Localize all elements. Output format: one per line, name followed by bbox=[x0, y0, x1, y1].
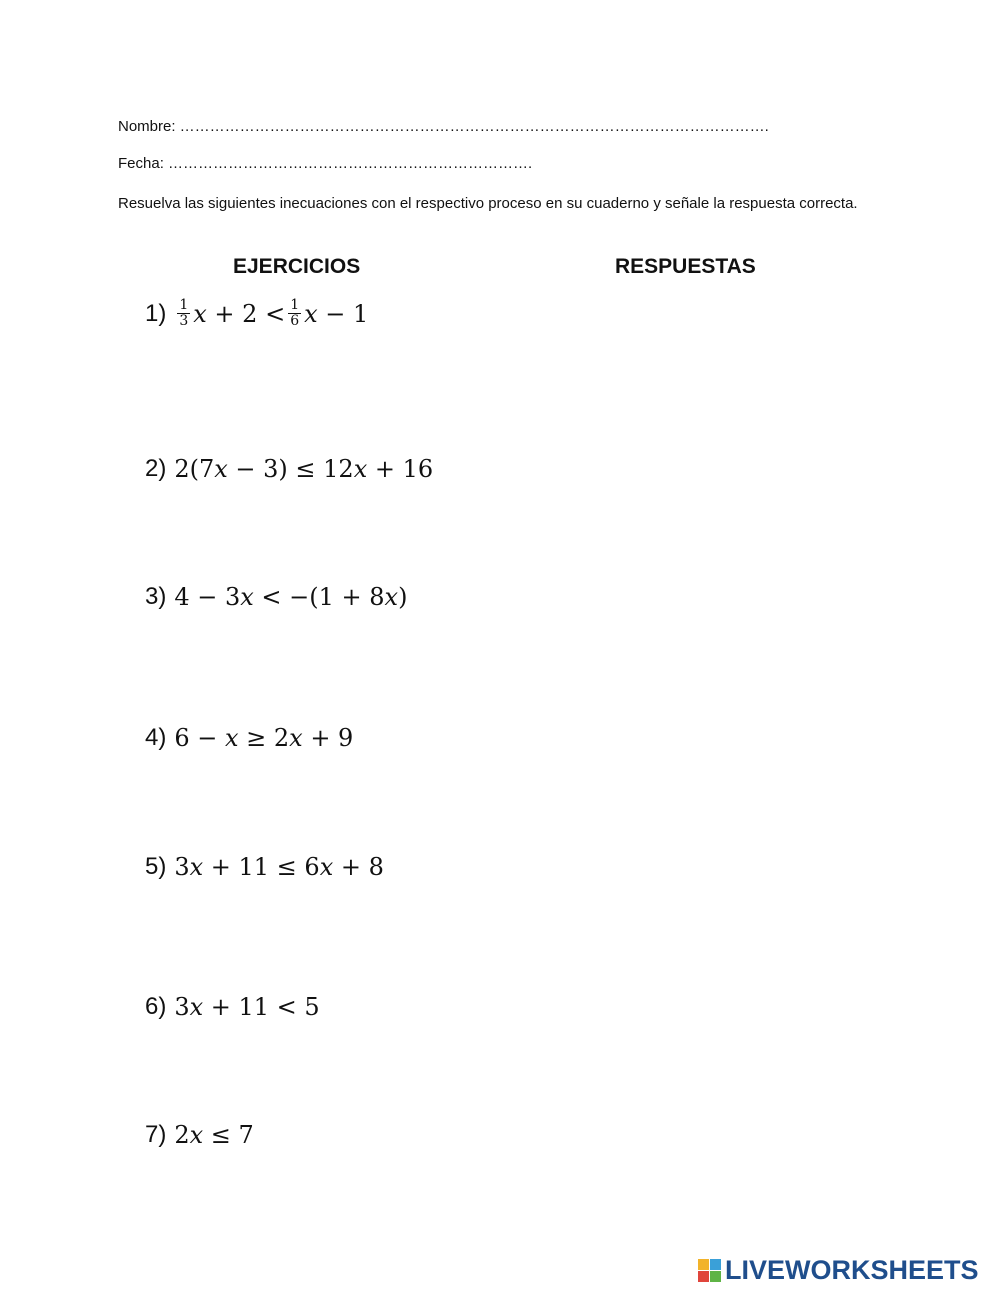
exercise-expression: 2𝑥 ≤ 7 bbox=[174, 1121, 254, 1149]
fraction-denominator: 6 bbox=[290, 313, 300, 329]
fraction-numerator: 1 bbox=[179, 297, 189, 313]
exercise-6 bbox=[145, 993, 320, 1021]
fraction bbox=[177, 298, 190, 329]
liveworksheets-mark-icon bbox=[698, 1259, 721, 1282]
date-field-line: Fecha: ………………………………………………………………. bbox=[118, 155, 533, 172]
mark-square bbox=[710, 1271, 721, 1282]
exercise-3 bbox=[145, 583, 407, 611]
exercise-number: 4) bbox=[145, 724, 167, 751]
mark-square bbox=[698, 1259, 709, 1270]
fraction-numerator: 1 bbox=[290, 297, 300, 313]
liveworksheets-wordmark: LIVEWORKSHEETS bbox=[725, 1255, 979, 1285]
exercise-expression: 4 − 3𝑥 < −(1 + 8𝑥) bbox=[174, 583, 408, 611]
exercise-expression: 6 − 𝑥 ≥ 2𝑥 + 9 bbox=[174, 724, 354, 752]
exercise-2 bbox=[145, 455, 433, 483]
fraction-denominator: 3 bbox=[179, 313, 189, 329]
exercise-expression: 3𝑥 + 11 ≤ 6𝑥 + 8 bbox=[174, 853, 384, 881]
exercise-number: 7) bbox=[145, 1121, 167, 1148]
exercise-number: 2) bbox=[145, 455, 167, 482]
mark-square bbox=[698, 1271, 709, 1282]
exercise-7 bbox=[145, 1121, 254, 1149]
fraction bbox=[288, 298, 301, 329]
liveworksheets-logo bbox=[698, 1255, 979, 1286]
mark-square bbox=[710, 1259, 721, 1270]
exercise-expression: 3𝑥 + 11 < 5 bbox=[174, 993, 320, 1021]
exercise-number: 5) bbox=[145, 853, 167, 880]
exercise-1 bbox=[145, 298, 368, 329]
expression-part: 𝑥 + 2 < bbox=[193, 299, 286, 328]
answers-heading: RESPUESTAS bbox=[615, 255, 756, 278]
exercises-heading: EJERCICIOS bbox=[233, 255, 361, 278]
name-field-line: Nombre: ………………………………………………………………………………………………………. bbox=[118, 118, 769, 135]
expression-part: 𝑥 − 1 bbox=[304, 299, 369, 328]
exercise-expression: 2(7𝑥 − 3) ≤ 12𝑥 + 16 bbox=[174, 455, 434, 483]
exercise-number: 3) bbox=[145, 583, 167, 610]
exercise-5 bbox=[145, 853, 384, 881]
exercise-4 bbox=[145, 724, 353, 752]
instructions-text: Resuelva las siguientes inecuaciones con el respectivo proceso en su cuaderno y señale la respuesta correcta. bbox=[118, 195, 858, 212]
exercise-number: 6) bbox=[145, 993, 167, 1020]
exercise-number: 1) bbox=[145, 299, 167, 327]
